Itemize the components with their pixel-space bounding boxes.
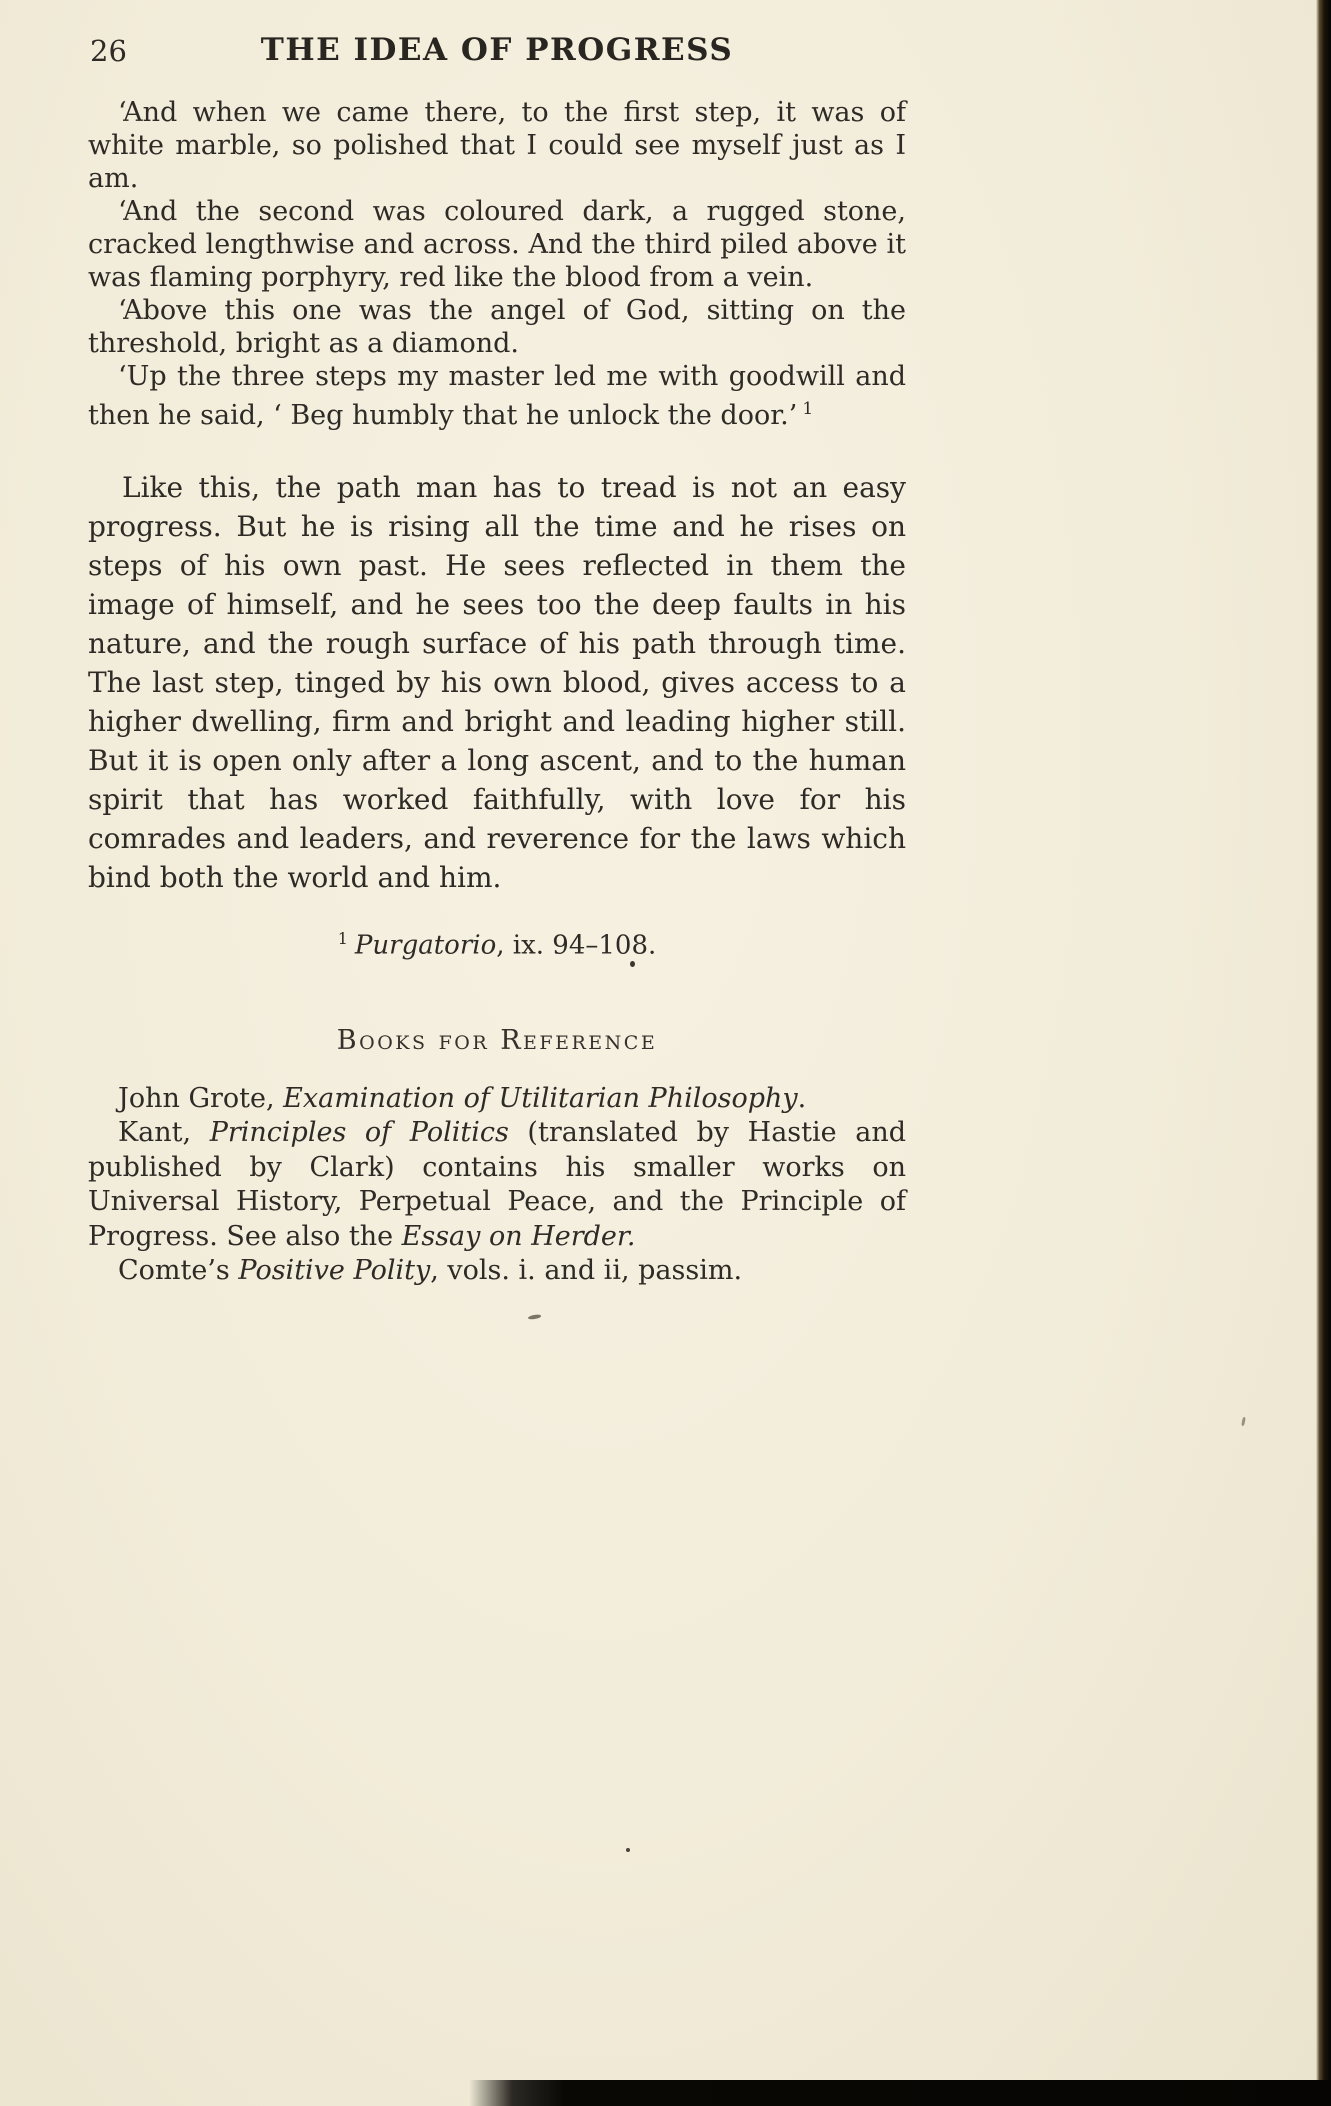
scan-artifact [630, 961, 635, 967]
references-list [88, 1082, 906, 1289]
footnote-citation: , ix. 94–108. [496, 930, 657, 961]
ref-text: Kant, [118, 1117, 210, 1149]
footnote-number: 1 [337, 929, 348, 948]
reference-item [88, 1254, 906, 1289]
ref-text: , vols. i. and ii, passim. [430, 1255, 743, 1287]
page-header [88, 28, 906, 72]
dante-quote-block [88, 96, 906, 432]
body-paragraph: Like this, the path man has to tread is not an easy progress. But he is rising all the time and he rises on steps of his own past. He sees reflected in them the image of himself, and he sees too the deep faults in his nature, and the rough surface of his path through time. The last step, tinged by his own blood, gives access to a higher dwelling, firm and bright and leading higher still. But it is open only after a long ascent, and to the human spirit that has worked faithfully, with love for his comrades and leaders, and reverence for the laws which bind both the world and him. [88, 471, 906, 894]
ref-work-title: Positive Polity [238, 1255, 431, 1287]
references-heading: Books for Reference [336, 1024, 658, 1056]
footnote-marker: 1 [802, 399, 814, 419]
ref-text: . [797, 1082, 807, 1114]
ref-work-title: Essay on Herder. [401, 1220, 636, 1252]
scan-artifact [626, 1848, 630, 1852]
quote-paragraph [88, 360, 906, 432]
page-title: THE IDEA OF PROGRESS [260, 32, 734, 68]
ref-work-title: Principles of Politics [209, 1117, 509, 1149]
book-page [88, 28, 906, 1289]
scan-edge-right [1316, 0, 1331, 2106]
page-number: 26 [90, 34, 127, 68]
footnote-work-title: Purgatorio [354, 930, 497, 961]
ref-text: (translated by Hastie and published by Clark) contains his smaller works on Universal History, Perpetual Peace, and the Principle of Progress. See also the [88, 1117, 906, 1252]
scan-artifact [528, 1314, 541, 1320]
quote-paragraph: ‘Above this one was the angel of God, sitting on the threshold, bright as a diamond. [88, 295, 906, 359]
ref-text: John Grote, [118, 1082, 284, 1114]
quote-text: ‘Up the three steps my master led me with goodwill and then he said, ‘ Beg humbly that he unlock the door.’ [88, 361, 906, 431]
quote-paragraph: ‘And when we came there, to the first step, it was of white marble, so polished that I could see myself just as I am. [88, 97, 906, 194]
quote-paragraph: ‘And the second was coloured dark, a rugged stone, cracked lengthwise and across. And the third piled above it was flaming porphyry, red like the blood from a vein. [88, 196, 906, 293]
ref-text: Comte’s [118, 1255, 239, 1287]
ref-work-title: Examination of Utilitarian Philosophy [283, 1082, 798, 1114]
footnote [88, 929, 906, 961]
reference-item [88, 1116, 906, 1254]
reference-item [88, 1082, 906, 1117]
main-text [88, 468, 906, 897]
scan-edge-bottom [469, 2080, 1331, 2106]
scan-artifact [1241, 1417, 1246, 1426]
